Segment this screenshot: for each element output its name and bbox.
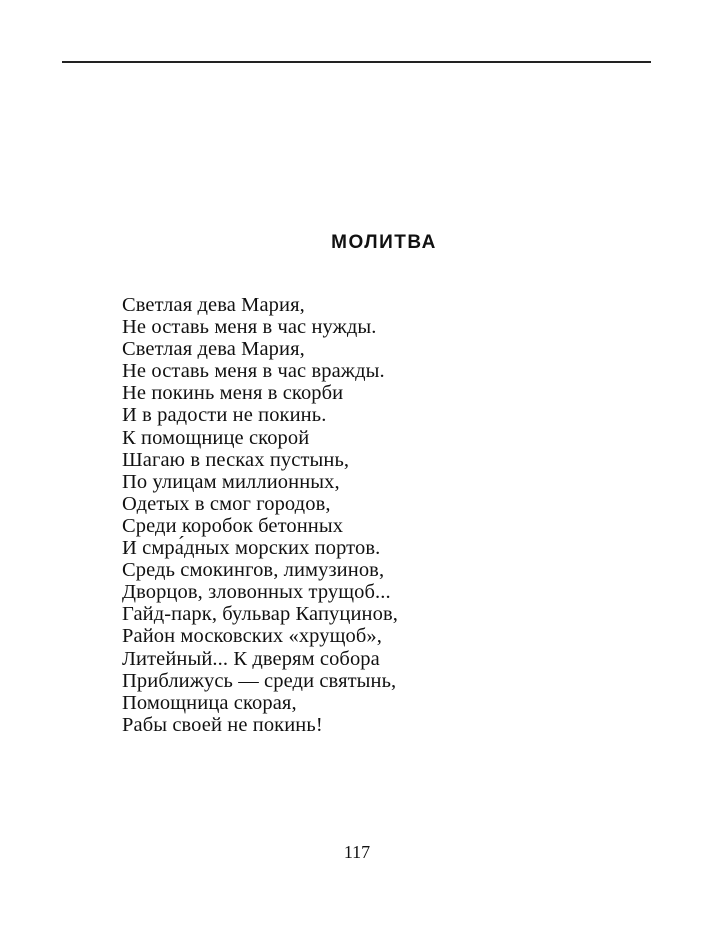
poem-line: Помощница скорая, xyxy=(122,691,297,714)
poem-line: Не оставь меня в час нужды. xyxy=(122,316,377,339)
poem-line: Шагаю в песках пустынь, xyxy=(122,448,350,471)
poem-line: Гайд-парк, бульвар Капуцинов, xyxy=(122,603,398,626)
poem-line: Рабы своей не покинь! xyxy=(122,713,323,736)
header-rule xyxy=(62,61,651,63)
poem-line: Литейный... К дверям собора xyxy=(122,647,380,670)
poem-line: Одетых в смог городов, xyxy=(122,492,331,515)
poem-line: Не покинь меня в скорби xyxy=(122,382,344,405)
poem-line: И в радости не покинь. xyxy=(122,404,327,427)
poem-body xyxy=(122,294,398,736)
poem-line: Средь смокингов, лимузинов, xyxy=(122,559,385,582)
poem-line: Не оставь меня в час вражды. xyxy=(122,360,385,383)
poem-line: Приближусь — среди святынь, xyxy=(122,669,397,692)
poem-line: Дворцов, зловонных трущоб... xyxy=(122,581,391,604)
poem-title: МОЛИТВА xyxy=(331,232,437,253)
poem-line: Светлая дева Мария, xyxy=(122,338,305,361)
poem-line: К помощнице скорой xyxy=(122,426,310,449)
poem-line: Среди коробок бетонных xyxy=(122,514,344,537)
poem-line: По улицам миллионных, xyxy=(122,470,340,493)
poem-line: Район московских «хрущоб», xyxy=(122,625,382,648)
poem-line: И смра́дных морских портов. xyxy=(122,537,381,560)
poem-line: Светлая дева Мария, xyxy=(122,294,305,316)
page-number: 117 xyxy=(343,842,371,862)
